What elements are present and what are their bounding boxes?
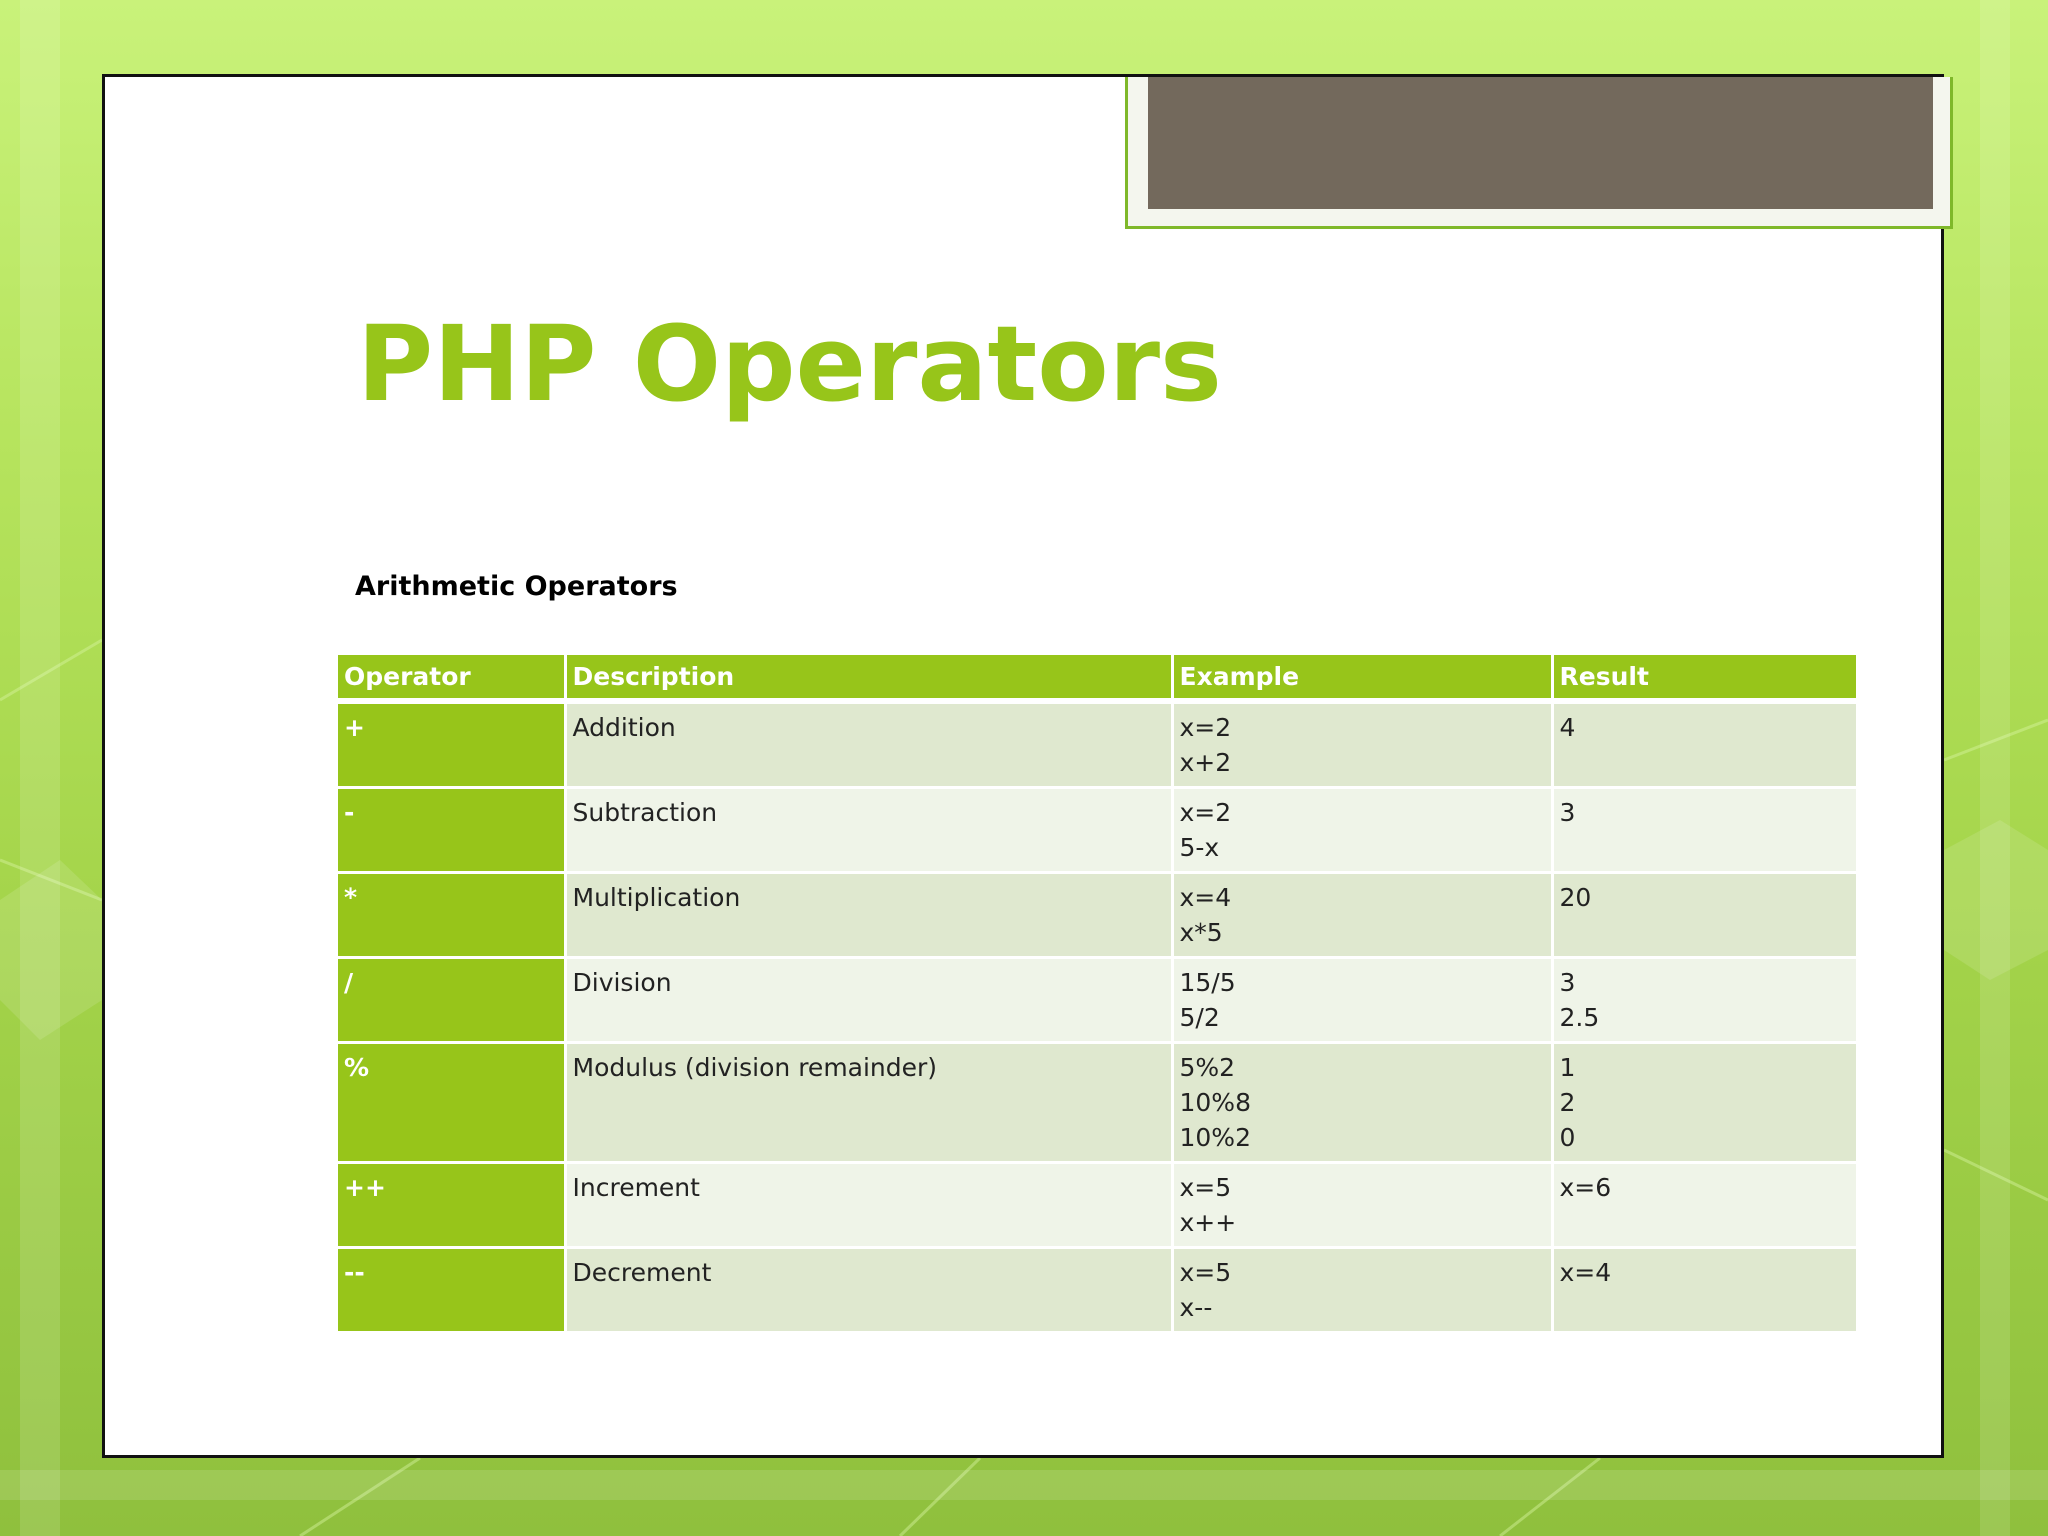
example-cell bbox=[1172, 1043, 1552, 1163]
example-cell bbox=[1172, 958, 1552, 1043]
section-heading: Arithmetic Operators bbox=[355, 571, 678, 602]
result-line: 3 bbox=[1559, 968, 1576, 997]
example-cell bbox=[1172, 1163, 1552, 1248]
result-line: x=6 bbox=[1559, 1173, 1612, 1202]
header-description: Description bbox=[565, 655, 1172, 701]
example-cell bbox=[1172, 701, 1552, 788]
operator-cell: % bbox=[338, 1043, 565, 1163]
result-cell bbox=[1552, 1248, 1856, 1333]
operator-cell: + bbox=[338, 701, 565, 788]
header-example: Example bbox=[1172, 655, 1552, 701]
description-cell: Addition bbox=[565, 701, 1172, 788]
result-line: 4 bbox=[1559, 713, 1576, 742]
result-line: 1 bbox=[1559, 1053, 1576, 1082]
arithmetic-operators-table bbox=[338, 655, 1856, 1334]
example-line: x=5 bbox=[1179, 1173, 1232, 1202]
example-line: x+2 bbox=[1179, 748, 1232, 777]
result-line: 0 bbox=[1559, 1123, 1576, 1152]
example-line: x=5 bbox=[1179, 1258, 1232, 1287]
example-line: 5/2 bbox=[1179, 1003, 1220, 1032]
table-row bbox=[338, 788, 1856, 873]
example-line: 10%8 bbox=[1179, 1088, 1251, 1117]
result-line: x=4 bbox=[1559, 1258, 1612, 1287]
example-line: x=4 bbox=[1179, 883, 1232, 912]
example-line: x=2 bbox=[1179, 713, 1232, 742]
header-result: Result bbox=[1552, 655, 1856, 701]
example-line: 5%2 bbox=[1179, 1053, 1236, 1082]
example-line: x*5 bbox=[1179, 918, 1223, 947]
example-line: 5-x bbox=[1179, 833, 1220, 862]
result-cell bbox=[1552, 1163, 1856, 1248]
table-row bbox=[338, 1163, 1856, 1248]
description-cell: Subtraction bbox=[565, 788, 1172, 873]
example-cell bbox=[1172, 873, 1552, 958]
title-tab bbox=[1125, 77, 1953, 229]
description-cell: Modulus (division remainder) bbox=[565, 1043, 1172, 1163]
example-line: x=2 bbox=[1179, 798, 1232, 827]
description-cell: Division bbox=[565, 958, 1172, 1043]
result-cell bbox=[1552, 873, 1856, 958]
description-cell: Multiplication bbox=[565, 873, 1172, 958]
table-row bbox=[338, 1248, 1856, 1333]
result-cell bbox=[1552, 788, 1856, 873]
description-cell: Decrement bbox=[565, 1248, 1172, 1333]
table-row bbox=[338, 701, 1856, 788]
example-cell bbox=[1172, 788, 1552, 873]
operator-cell: - bbox=[338, 788, 565, 873]
operator-cell: ++ bbox=[338, 1163, 565, 1248]
slide-card bbox=[102, 74, 1944, 1458]
result-cell bbox=[1552, 701, 1856, 788]
example-line: 10%2 bbox=[1179, 1123, 1251, 1152]
operator-cell: / bbox=[338, 958, 565, 1043]
result-line: 2.5 bbox=[1559, 1003, 1600, 1032]
title-tab-inner bbox=[1148, 77, 1933, 209]
result-cell bbox=[1552, 958, 1856, 1043]
operator-cell: -- bbox=[338, 1248, 565, 1333]
header-operator: Operator bbox=[338, 655, 565, 701]
table-row bbox=[338, 873, 1856, 958]
example-line: x-- bbox=[1179, 1293, 1213, 1322]
example-line: x++ bbox=[1179, 1208, 1237, 1237]
table-row bbox=[338, 1043, 1856, 1163]
table-header-row bbox=[338, 655, 1856, 701]
result-line: 2 bbox=[1559, 1088, 1576, 1117]
table-row bbox=[338, 958, 1856, 1043]
page-title: PHP Operators bbox=[357, 303, 1222, 425]
result-line: 3 bbox=[1559, 798, 1576, 827]
description-cell: Increment bbox=[565, 1163, 1172, 1248]
example-line: 15/5 bbox=[1179, 968, 1236, 997]
result-line: 20 bbox=[1559, 883, 1592, 912]
example-cell bbox=[1172, 1248, 1552, 1333]
operator-cell: * bbox=[338, 873, 565, 958]
result-cell bbox=[1552, 1043, 1856, 1163]
